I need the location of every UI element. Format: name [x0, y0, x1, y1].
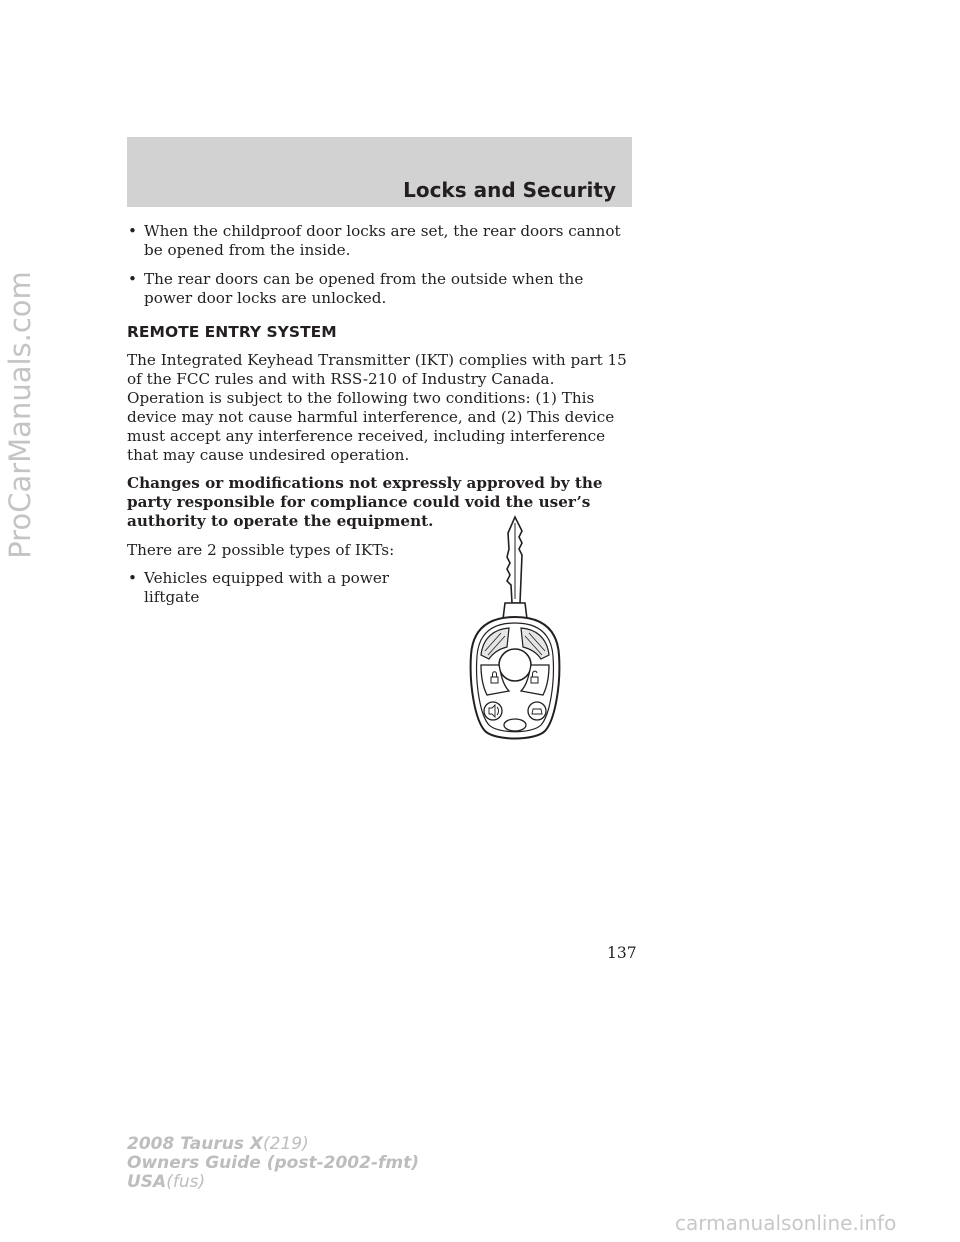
footer-line-market: USA(fus) — [127, 1172, 206, 1192]
bullet-text: When the childproof door locks are set, the rear doors cannot be opened from the inside. — [144, 222, 621, 259]
document-footer — [127, 1135, 419, 1192]
bullet-symbol: • — [128, 270, 137, 288]
ikt-types-intro: There are 2 possible types of IKTs: — [127, 541, 395, 559]
bullet-symbol: • — [128, 569, 137, 587]
bullet-symbol: • — [128, 222, 137, 240]
list-item — [127, 222, 632, 260]
bullet-text: Vehicles equipped with a power liftgate — [144, 569, 390, 606]
section-header-band — [127, 137, 632, 207]
bullet-text: The rear doors can be opened from the outside when the power door locks are unlocked. — [144, 270, 584, 307]
list-item — [127, 569, 394, 607]
section-title: Locks and Security — [403, 178, 616, 202]
fcc-compliance-paragraph: The Integrated Keyhead Transmitter (IKT) complies with part 15 of the FCC rules and with RSS-210 of Industry Canada. Operation is subject to the following two conditions: (1) This device may not cause harmful interference, and (2) This device must accept any interference received, including interference that may cause undesired operation. — [127, 351, 627, 464]
side-watermark: ProCarManuals.com — [3, 271, 37, 559]
modification-warning: Changes or modifications not expressly approved by the party responsible for compliance could void the user’s authority to operate the equipment. — [127, 474, 603, 530]
footer-line-model: 2008 Taurus X(219) — [127, 1134, 309, 1154]
footer-line-guide: Owners Guide (post-2002-fmt) — [127, 1153, 420, 1173]
list-item — [127, 270, 632, 308]
ikt-key-illustration-icon — [465, 515, 565, 745]
page-number: 137 — [607, 944, 637, 962]
section-heading: REMOTE ENTRY SYSTEM — [127, 323, 337, 341]
bottom-watermark: carmanualsonline.info — [675, 1211, 897, 1235]
